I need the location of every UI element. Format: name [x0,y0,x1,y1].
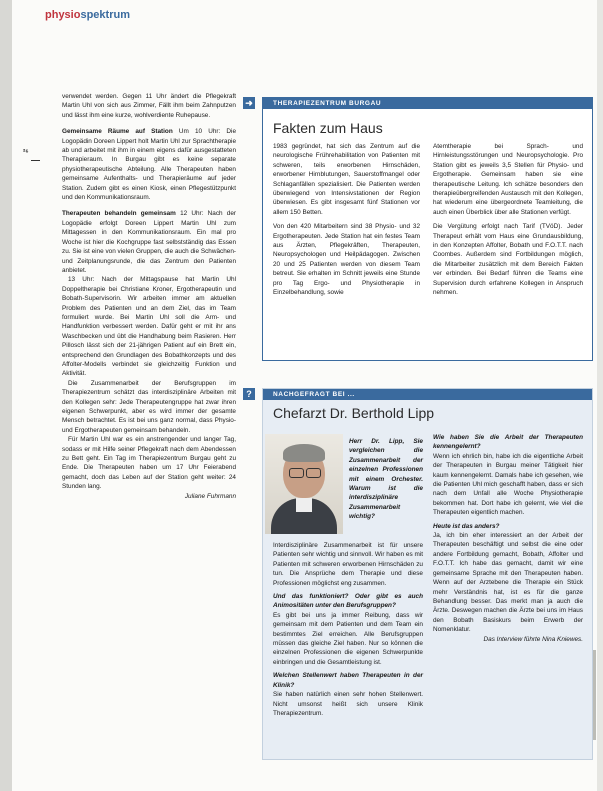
subheading-rooms: Gemeinsame Räume auf Station [62,128,173,136]
margin-rule [31,160,40,161]
page-edge [0,0,12,791]
facts-box-title: Fakten zum Haus [273,120,383,136]
interview-question-4: Wie haben Sie die Arbeit der Therapeuten kennengelernt? [433,434,583,451]
interview-question-5: Heute ist das anders? [433,522,500,530]
facts-col-b [433,142,583,298]
arrow-right-icon: ➜ [243,97,255,109]
margin-marker: ²⁶ [23,149,29,156]
interview-answer-2: Es gibt bei uns ja immer Reibung, dass wir gemeinsam mit dem Patienten und dem Team ein bestimmtes Ziel erreichen. Alle Berufsgruppen müssen das gleiche Ziel haben. Nur so können die einzelnen Professionen die eigenen Schwerpunkte einbringen und die Gesamtleistung ist. [273,611,423,666]
left-column [62,92,236,501]
facts-paragraph-2: Von den 420 Mitarbeitern sind 38 Physio- und 32 Ergotherapeuten. Jede Station hat ein festes Team aus Ärzten, Pflegekräften, Therapeuten, Neuropsychologen und Heilpädagogen. Zwischen 20 und 25 Patienten werden von diesem Team betreut. Sie erhalten im Schnitt jeweils eine Stunde pro Tag Ergo- und Physiotherapie in Einzelbehandlung, sowie [273,223,420,297]
interview-answer-1: Interdisziplinäre Zusammenarbeit ist für unsere Patienten sehr wichtig und sinnvoll. Wir haben es mit Patienten mit schweren erworbenen Hirnschäden zu tun. Die Ansprüche dem Therapie und diese Professionen möglichst eng zusammen. [273,542,423,587]
paragraph-rooms: Um 10 Uhr: Die Logopädin Doreen Lippert holt Martin Uhl zur Sprachtherapie ab und arbeitet mit ihm in einem eigens dafür ausgestatteten Therapieraum. In Burgau gibt es keine separate physiotherapeutische Abteilung. Alle Therapeuten haben gemeinsame Aufenthalts- und Therapieräume auf jeder Station. Zudem gibt es einen Kiosk, einen Pflegestützpunkt und den Kommunikationsraum. [62,128,236,202]
interview-question-1: Herr Dr. Lipp, Sie vergleichen die Zusammenarbeit der einzelnen Professionen mit einem Orchester. Warum ist die interdisziplinäre Zusammenarbeit wichtig? [349,438,423,521]
facts-paragraph-4: Die Vergütung erfolgt nach Tarif (TVöD). Jeder Therapeut erhält vom Haus eine Grundausbildung, in den Konzepten Affolter, Bobath und F.O.T.T. nach Coombes. Außerdem sind Fortbildungen möglich, die Mitarbeiter zusätzlich mit dem Bereich Fakten ver erbinden. Bei Bedarf führen die Teams eine Supervision durch erfahrene Kollegen in Anspruch nehmen. [433,223,583,297]
interview-answer-3: Sie haben natürlich einen sehr hohen Stellenwert. Nicht umsonst heißt sich unsere Klinik Therapiezentrum. [273,691,423,717]
paragraph-collaboration: Die Zusammenarbeit der Berufsgruppen im Therapiezentrum schätzt das interdisziplinäre Arbeiten mit den Kollegen sehr: Jede Therapeutengruppe hat zwar ihren eigenen Schwerpunkt, aber es wird immer der gesamte Mensch betrachtet. Es ist bei uns ganz normal, dass Physio- und Ergotherapeuten gemeinsam behandeln. [62,379,236,434]
facts-box-label: THERAPIEZENTRUM BURGAU [273,99,382,107]
glasses-left-icon [289,468,304,478]
glasses-right-icon [306,468,321,478]
interview-author: Das Interview führte Nina Kniewes. [483,635,583,643]
interview-answer-5: Ja, ich bin eher interessiert an der Arbeit der Therapeuten beschäftigt und selbst die eine oder andere Fortbildung gemacht, Bobath, Affolter und F.O.T.T. Ich habe das gemacht, damit wir eine gemeinsame Sprache mit den Therapeuten haben. Wenn auf der Arztebene die Therapie ein Stück mehr Verständnis hat, ist es für die ganze Behandlung besser. Das merkt man ja auch die Ärzte. Deswegen machen die Ärzte bei uns im Haus den Bobath Basiskurs beim Erwerb der Nomenklatur. [433,532,583,634]
interview-col-b [433,433,583,644]
paragraph-intro: verwendet werden. Gegen 11 Uhr ändert die Pflegekraft Martin Uhl von sich aus Zimmer, Fällt ihm beim Zahnputzen und lässt ihm eine kurze, wohlverdiente Ruhepause. [62,93,236,119]
paragraph-double-therapy: 13 Uhr: Nach der Mittagspause hat Martin Uhl Doppeltherapie bei Christiane Kroner, Ergotherapeutin und Bobath-Supervisorin. Wir arbeiten immer am aktuellen Problem des Patienten und an dem Ziel, das im Team formuliert wurde. Bei Martin Uhl soll die Arm- und Handfunktion verbessert werden. Dafür geht er mit ihr ans Waschbecken und übt die Handhabung beim Rasieren. Herr Pillosch lässt sich der 21-jährigen Patient auf ein Brett ein, entsprechend den Grundlagen des Bobathkonzepts und des Affolter-Modells verbindet sie gleichzeitig Funktion und Aktivität. [62,276,236,378]
page-edge-strip [593,650,596,740]
interview-question-2: Und das funktioniert? Oder gibt es auch Animositäten unter den Berufsgruppen? [273,593,423,610]
facts-col-a [273,142,420,298]
facts-paragraph-3: Atemtherapie bei Sprach- und Hirnleistungsstörungen und Neuropsychologie. Pro Station gibt es jeweils 3,5 Stellen für Physio- und Ergotherapie. Gemeinsam haben sie eine therapeutische Leitung. Ich schätze besonders den therapieübergreifenden Austausch mit den Kollegen, hat wiederum eine übergeordnete Teamleitung, die auch einen Überblick über alle Stationen verfügt. [433,143,583,216]
subheading-joint-treatment: Therapeuten behandeln gemeinsam [62,210,176,218]
facts-box [262,97,593,361]
question-icon: ? [243,388,255,400]
interview-question-3: Welchen Stellenwert haben Therapeuten in der Klinik? [273,672,423,689]
portrait-collar [296,498,312,512]
paragraph-lunch: 12 Uhr: Nach der Logopädie erfolgt Doreen Lippert Martin Uhl zum Mittagessen in den Kommunikationsraum. Ein mal pro Woche ist hier die Kochgruppe fast selbstständig das Essen zu. Sie ist eine von vielen Gruppen, die auch die Schwächen- und Zeitplanungsrunde, die das Zentrum den Patienten anbietet. [62,210,236,274]
section-header [45,9,130,21]
interview-col-a [273,541,423,718]
article-author: Juliane Fuhrmann [184,492,236,500]
facts-paragraph-1: 1983 gegründet, hat sich das Zentrum auf die neurologische Frührehabilitation von Patienten mit schweren, teils erworbenen Hirnschäden, erworbener Hirnblutungen, Sauerstoffmangel oder Schlaganfällen spezialisiert. Die Patienten werden überwiegend von Intensivstationen der Region überwiesen. Es gibt insgesamt fünf Stationen vor allem 150 Betten. [273,143,420,216]
paragraph-end-of-day: Für Martin Uhl war es ein anstrengender und langer Tag, sodass er mit Hilfe seiner Pflegekraft nach dem Abendessen zu Bett geht. Ein Tag im Therapiezentrum Burgau geht zu Ende. Die Therapeuten haben um 17 Uhr Feierabend gemacht, doch das Leben auf der Station geht weiter: 24 Stunden lang. [62,436,236,491]
interview-answer-4: Wenn ich ehrlich bin, habe ich die eigentliche Arbeit der Therapeuten in Burgau meiner Tätigkeit hier kaum kennengelernt. Damals habe ich gesehen, wie die Patienten Uhl mich geschafft haben, dass er sich nach dem Unfall alle Woche Physiotherapie bekommen hat. Dort habe ich gelernt, wie viel die Therapeuten eigentlich machen. [433,452,583,517]
page-edge-right [597,0,603,791]
header-physio: physio [45,9,81,21]
portrait-photo [265,434,343,534]
portrait-hair [283,444,325,462]
interview-box-title: Chefarzt Dr. Berthold Lipp [273,405,435,421]
interview-box-label: NACHGEFRAGT BEI ... [273,390,355,398]
interview-q1-block [349,437,423,522]
header-spektrum: spektrum [80,9,130,21]
